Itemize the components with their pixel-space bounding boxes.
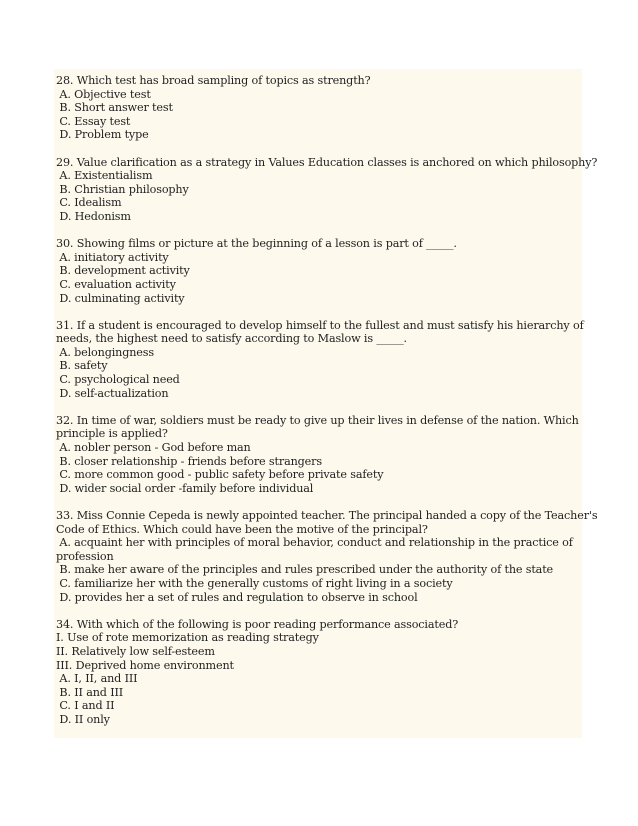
question-stem-line: 32. In time of war, soldiers must be ready to give up their lives in defense of the nation. Which bbox=[56, 413, 579, 427]
question-stem-line: 30. Showing films or picture at the beginning of a lesson is part of _____. bbox=[56, 237, 457, 251]
answer-option-line: D. Problem type bbox=[56, 128, 149, 142]
answer-option-line: A. nobler person - God before man bbox=[56, 441, 251, 455]
question-stem-line: 28. Which test has broad sampling of topics as strength? bbox=[56, 74, 371, 87]
answer-option-line: D. provides her a set of rules and regulation to observe in school bbox=[56, 590, 418, 604]
question-stem-line: needs, the highest need to satisfy according to Maslow is _____. bbox=[56, 332, 407, 346]
answer-option-line: A. belongingness bbox=[56, 345, 154, 359]
answer-option-line: A. I, II, and III bbox=[56, 672, 138, 686]
answer-option-line: C. Idealism bbox=[56, 196, 122, 210]
question-29 bbox=[56, 155, 598, 224]
answer-option-line: A. acquaint her with principles of moral behavior, conduct and relationship in the practice of bbox=[56, 536, 573, 550]
answer-option-line: C. more common good - public safety before private safety bbox=[56, 468, 384, 482]
answer-option-line: profession bbox=[56, 549, 114, 563]
answer-option-line: B. Christian philosophy bbox=[56, 182, 189, 196]
question-31 bbox=[56, 319, 582, 401]
question-stem-line: 31. If a student is encouraged to develop himself to the fullest and must satisfy his hierarchy of bbox=[56, 318, 584, 332]
answer-option-line: B. closer relationship - friends before strangers bbox=[56, 454, 322, 468]
question-stem-line: 34. With which of the following is poor reading performance associated? bbox=[56, 617, 459, 631]
question-stem-line: 33. Miss Connie Cepeda is newly appointed teacher. The principal handed a copy of the Teacher's bbox=[56, 509, 598, 522]
answer-option-line: D. self-actualization bbox=[56, 386, 169, 400]
answer-option-line: D. wider social order -family before individual bbox=[56, 481, 314, 495]
questions-panel bbox=[54, 69, 598, 738]
answer-option-line: B. Short answer test bbox=[56, 101, 173, 115]
answer-option-line: I. Use of rote memorization as reading strategy bbox=[56, 631, 319, 645]
answer-option-line: B. development activity bbox=[56, 264, 190, 278]
question-30 bbox=[56, 237, 582, 305]
answer-option-line: A. Existentialism bbox=[56, 169, 153, 183]
answer-option-line: B. make her aware of the principles and rules prescribed under the authority of the state bbox=[56, 563, 554, 577]
question-stem-line: principle is applied? bbox=[56, 427, 168, 441]
answer-option-line: C. I and II bbox=[56, 699, 115, 713]
answer-option-line: A. Objective test bbox=[56, 87, 151, 101]
answer-option-line: C. evaluation activity bbox=[56, 277, 176, 291]
answer-option-line: II. Relatively low self-esteem bbox=[56, 644, 215, 658]
question-stem-line: Code of Ethics. Which could have been the motive of the principal? bbox=[56, 522, 428, 536]
answer-option-line: III. Deprived home environment bbox=[56, 658, 234, 672]
answer-option-line: B. II and III bbox=[56, 685, 124, 699]
answer-option-line: C. psychological need bbox=[56, 373, 180, 387]
question-32 bbox=[56, 414, 582, 496]
answer-option-line: C. familiarize her with the generally customs of right living in a society bbox=[56, 576, 453, 590]
answer-option-line: D. culminating activity bbox=[56, 291, 185, 305]
question-stem-line: 29. Value clarification as a strategy in Values Education classes is anchored on which philosophy? bbox=[56, 155, 598, 169]
question-34 bbox=[56, 618, 582, 727]
answer-option-line: D. II only bbox=[56, 712, 110, 726]
answer-option-line: D. Hedonism bbox=[56, 209, 131, 223]
answer-option-line: B. safety bbox=[56, 359, 108, 373]
question-33 bbox=[56, 509, 598, 604]
answer-option-line: A. initiatory activity bbox=[56, 250, 169, 264]
question-28 bbox=[56, 74, 582, 142]
answer-option-line: C. Essay test bbox=[56, 114, 131, 128]
